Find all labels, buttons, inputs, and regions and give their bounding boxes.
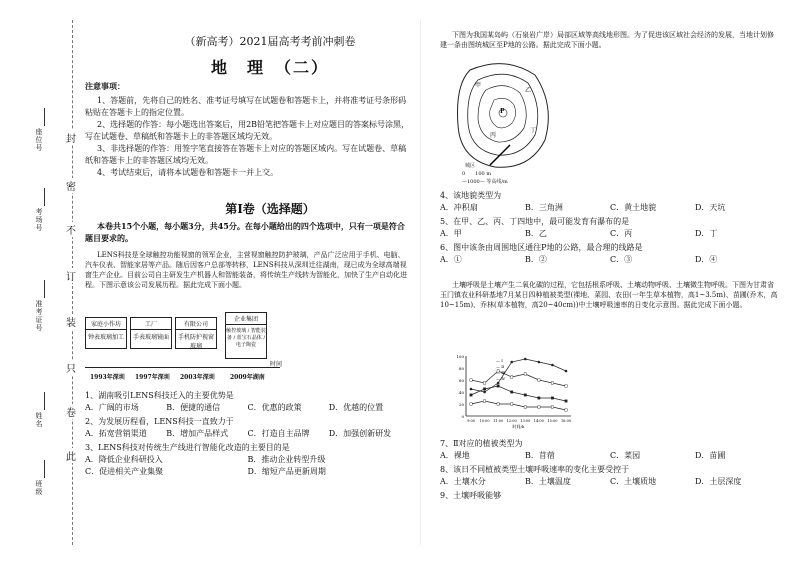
answer-option[interactable]: B．推动企业转型升级 bbox=[247, 455, 326, 464]
data-point bbox=[565, 400, 567, 402]
question-stem: 3、LENS科技对传统生产线进行智能化改造的主要目的是 bbox=[85, 443, 290, 452]
subject-title: 地 理 （二） bbox=[210, 58, 329, 77]
answer-option[interactable]: C．丙 bbox=[610, 229, 633, 238]
answer-option[interactable]: D．丁 bbox=[695, 229, 718, 238]
option-row bbox=[440, 202, 780, 214]
x-tick-label: 11:00 bbox=[493, 419, 504, 423]
data-point bbox=[551, 406, 553, 408]
data-point bbox=[524, 394, 526, 396]
answer-option[interactable]: B．三角洲 bbox=[525, 203, 563, 212]
field-blank[interactable] bbox=[44, 188, 45, 206]
option-row bbox=[440, 228, 780, 240]
question-stem: 2、为发展历程看，LENS科技一直致力于 bbox=[85, 417, 234, 426]
answer-option[interactable]: A．土壤水分 bbox=[440, 477, 486, 486]
passage-lens: LENS科技是全球触控功能视窗的领军企业，主营视窗触控防护玻璃，产品广泛应用于手机、电脑、汽车仪表、智能家居等产品。随后因客户总部等转移，LENS科技从深圳迁往湖南，现已成为全球高端视窗生产企业。目前公司自主研发生产机器人和智能装备，将传统生产线转为智能化，加快了生产自动化进程。下图示意该公司发展历程。据此完成下面小题。 bbox=[85, 251, 407, 289]
data-point bbox=[565, 370, 568, 373]
answer-option[interactable]: A．甲 bbox=[440, 229, 462, 238]
timeline-year: 1993年深圳 bbox=[90, 374, 125, 381]
question-stem: 5、在甲、乙、丙、丁四地中，最可能发育有瀑布的是 bbox=[440, 217, 630, 226]
seal-char: 密 bbox=[66, 178, 76, 193]
data-point bbox=[524, 358, 527, 361]
seal-char: 卷 bbox=[66, 404, 76, 419]
answer-option[interactable]: C．促进相关产业集聚 bbox=[85, 467, 164, 476]
answer-option[interactable]: B．便捷的通信 bbox=[166, 403, 221, 412]
option-row bbox=[440, 450, 780, 462]
data-point bbox=[483, 391, 486, 394]
y-tick-label: 100 bbox=[456, 354, 464, 359]
answer-option[interactable]: B．土壤温度 bbox=[525, 477, 571, 486]
section-title: 第Ⅰ卷（选择题） bbox=[225, 202, 315, 216]
timeline-year: 2009年湖南 bbox=[230, 374, 265, 381]
data-point bbox=[538, 397, 540, 399]
timeline-box: 家庭小作坊 钟表玻璃加工 bbox=[85, 317, 127, 349]
data-point bbox=[483, 400, 485, 402]
answer-option[interactable]: C．土壤质地 bbox=[610, 477, 657, 486]
answer-option[interactable]: B．苜蓿 bbox=[525, 451, 555, 460]
data-point bbox=[470, 403, 472, 405]
data-point bbox=[470, 394, 472, 396]
field-label: 准考证号 bbox=[35, 300, 43, 332]
question-stem: 6、图中该条由周围地区通往P地的公路，最合理的线路是 bbox=[440, 243, 643, 252]
contour-map bbox=[450, 55, 560, 175]
answer-option[interactable]: A．① bbox=[440, 255, 462, 264]
timeline-box: 工厂 手表玻璃镜面 bbox=[130, 317, 172, 349]
notice-heading: 注意事项： bbox=[85, 81, 125, 91]
data-point bbox=[524, 406, 526, 408]
answer-option[interactable]: D．④ bbox=[695, 255, 718, 264]
answer-option[interactable]: A．冲积扇 bbox=[440, 203, 478, 212]
seal-char: 此 bbox=[66, 448, 76, 463]
answer-option[interactable]: B．乙 bbox=[525, 229, 547, 238]
question-stem: 9、土壤呼吸能够 bbox=[440, 491, 502, 500]
legend-label: — Ⅲ bbox=[496, 370, 506, 375]
soil-passage: 土壤呼吸是土壤产生二氧化碳的过程，它包括根系呼吸、土壤动物呼吸、土壤微生物呼吸。下图为甘肃省玉门镇农业科研基地7月某日四种植被类型(裸地、菜园、农田(一年生草本植物，高1~3.5m)、苗圃(乔木，高10~15m)、乔林(草本植物，高20~40cm))中土壤呼吸速率的日变化示意图。据此完成下面小题。 bbox=[440, 281, 778, 309]
y-tick-label: 0 bbox=[461, 414, 464, 419]
questions-left bbox=[85, 388, 410, 478]
map-legend-road: 城区 bbox=[465, 163, 476, 169]
seal-char: 封 bbox=[66, 130, 76, 145]
map-point-jia: 甲 bbox=[475, 82, 482, 89]
seal-char: 装 bbox=[66, 314, 76, 329]
answer-option[interactable]: C．打造自主品牌 bbox=[247, 429, 310, 438]
data-point bbox=[470, 379, 472, 381]
seal-char: 不 bbox=[66, 222, 76, 237]
field-blank[interactable] bbox=[44, 460, 45, 478]
data-point bbox=[551, 382, 553, 384]
answer-option[interactable]: B．增加产品样式 bbox=[166, 429, 229, 438]
answer-option[interactable]: D．土层深度 bbox=[695, 477, 742, 486]
data-point bbox=[510, 361, 513, 364]
exam-title: （新高考）2021届高考考前冲刺卷 bbox=[184, 35, 356, 48]
seal-char: 订 bbox=[66, 268, 76, 283]
data-point bbox=[497, 403, 499, 405]
question-stem: 7、Ⅱ对应的植被类型为 bbox=[440, 439, 523, 448]
answer-option[interactable]: D．苗圃 bbox=[695, 451, 726, 460]
data-point bbox=[551, 364, 554, 367]
field-blank[interactable] bbox=[44, 280, 45, 298]
map-passage: 下图为我国某岛屿（石泉岩广岸）局部区域等高线地形图。为了促进该区域社会经济的发展，当地计划修建一条由图统城区至P地的公路。据此完成下面小题。 bbox=[440, 31, 774, 49]
option-row bbox=[85, 428, 410, 440]
data-point bbox=[497, 385, 499, 387]
answer-option[interactable]: C．菜园 bbox=[610, 451, 641, 460]
data-point bbox=[565, 409, 567, 411]
answer-option[interactable]: A．降低企业科研投入 bbox=[85, 455, 163, 464]
option-row bbox=[440, 476, 780, 488]
data-point bbox=[483, 388, 485, 390]
data-point bbox=[524, 373, 526, 375]
x-tick-label: 16:00 bbox=[560, 419, 572, 423]
answer-option[interactable]: C．黄土地貌 bbox=[610, 203, 657, 212]
data-point bbox=[538, 379, 540, 381]
timeline-axis bbox=[85, 367, 280, 368]
data-point bbox=[497, 382, 500, 385]
data-point bbox=[551, 397, 553, 399]
questions-right-a bbox=[440, 188, 780, 266]
answer-option[interactable]: D．优越的位置 bbox=[328, 403, 384, 412]
x-tick-label: 12:00 bbox=[506, 419, 517, 423]
data-point bbox=[511, 403, 513, 405]
answer-option[interactable]: A．广阔的市场 bbox=[85, 403, 139, 412]
y-tick-label: 80 bbox=[458, 366, 464, 371]
map-point-bing: 丙 bbox=[490, 132, 497, 139]
timeline-box: 企业集团 触控玻璃 / 智能装备 / 蓝宝石晶体 / 电子陶瓷 bbox=[225, 312, 267, 359]
data-point bbox=[511, 376, 513, 378]
notice-item: 2、选择题的作答：每小题选出答案后，用2B铅笔把答题卡上对应题目的答案标号涂黑，写在试题卷、草稿纸和答题卡上的非答题区域均无效。 bbox=[85, 120, 410, 141]
data-point bbox=[483, 382, 485, 384]
y-tick-label: 40 bbox=[458, 390, 464, 395]
question-stem: 1、湖南吸引LENS科技迁入的主要优势是 bbox=[85, 391, 234, 400]
field-blank[interactable] bbox=[44, 392, 45, 410]
section-intro: 本卷共15个小题，每小题3分，共45分。在每小题给出的四个选项中，只有一项是符合题目要求的。 bbox=[85, 221, 405, 243]
question-stem: 8、该日不同植被类型土壤呼吸速率的变化主要受控于 bbox=[440, 465, 630, 474]
question-stem: 4、该地貌类型为 bbox=[440, 191, 502, 200]
data-point bbox=[511, 391, 513, 393]
answer-option[interactable]: D．加强创新研发 bbox=[328, 429, 392, 438]
timeline-figure bbox=[85, 312, 285, 387]
center-fold bbox=[420, 20, 421, 545]
option-row bbox=[85, 402, 410, 414]
answer-option[interactable]: B．② bbox=[525, 255, 547, 264]
x-tick-label: 13:00 bbox=[520, 419, 531, 423]
data-point bbox=[538, 361, 541, 364]
answer-option[interactable]: D．天坑 bbox=[695, 203, 726, 212]
legend-label: — Ⅰ bbox=[496, 358, 503, 363]
questions-right-b bbox=[440, 436, 780, 502]
notice-item: 1、答题前，先将自己的姓名、准考证号填写在试题卷和答题卡上，并将准考证号条形码粘贴在答题卡上的指定位置。 bbox=[85, 96, 407, 117]
y-tick-label: 20 bbox=[458, 402, 464, 407]
map-point-p: P bbox=[500, 108, 505, 115]
timeline-year: 1997年深圳 bbox=[135, 374, 170, 381]
x-tick-label: 9:00 bbox=[467, 419, 475, 423]
answer-option[interactable]: C．优惠的政策 bbox=[247, 403, 302, 412]
x-tick-label: 10:00 bbox=[479, 419, 490, 423]
map-point-yi: 乙 bbox=[525, 87, 532, 94]
option-row bbox=[440, 254, 780, 266]
answer-option[interactable]: A．裸地 bbox=[440, 451, 470, 460]
answer-option[interactable]: C．③ bbox=[610, 255, 633, 264]
field-blank[interactable] bbox=[44, 108, 45, 126]
notice-item: 3、非选择题的作答：用签字笔直接答在答题卡上对应的答题区域内。写在试题卷、草稿纸和答题卡上的非答题区域均无效。 bbox=[85, 144, 407, 165]
soil-respiration-chart bbox=[448, 352, 578, 432]
timeline-box: 有限公司 手机防护视窗玻璃 bbox=[175, 317, 217, 349]
data-point bbox=[565, 385, 567, 387]
timeline-axis-label: 时间 bbox=[270, 361, 283, 368]
notice-list bbox=[85, 95, 410, 179]
seal-char: 只 bbox=[66, 360, 76, 375]
x-tick-label: 15:00 bbox=[547, 419, 558, 423]
notice-item: 4、考试结束后，请将本试题卷和答题卡一并上交。 bbox=[97, 168, 279, 177]
field-label: 座位号 bbox=[35, 128, 43, 152]
data-point bbox=[470, 388, 473, 391]
field-label: 姓名 bbox=[35, 412, 43, 428]
timeline-year: 2003年深圳 bbox=[180, 374, 215, 381]
data-point bbox=[538, 406, 540, 408]
y-tick-label: 60 bbox=[458, 378, 464, 383]
legend-label: — Ⅱ bbox=[496, 364, 504, 369]
map-legend-scale: 0 100 m bbox=[462, 171, 492, 177]
legend-label: — Ⅳ bbox=[496, 376, 506, 381]
map-point-ding: 丁 bbox=[530, 127, 537, 134]
map-legend-contour: —1000— 等高线/m bbox=[462, 179, 508, 185]
x-axis-label: 时间/h bbox=[512, 424, 525, 429]
option-row bbox=[85, 454, 410, 478]
answer-option[interactable]: A．拓宽营销渠道 bbox=[85, 429, 147, 438]
x-tick-label: 14:00 bbox=[533, 419, 544, 423]
answer-option[interactable]: D．缩短产品更新周期 bbox=[247, 467, 326, 476]
field-label: 班级 bbox=[35, 480, 43, 496]
field-label: 考场号 bbox=[35, 208, 43, 232]
